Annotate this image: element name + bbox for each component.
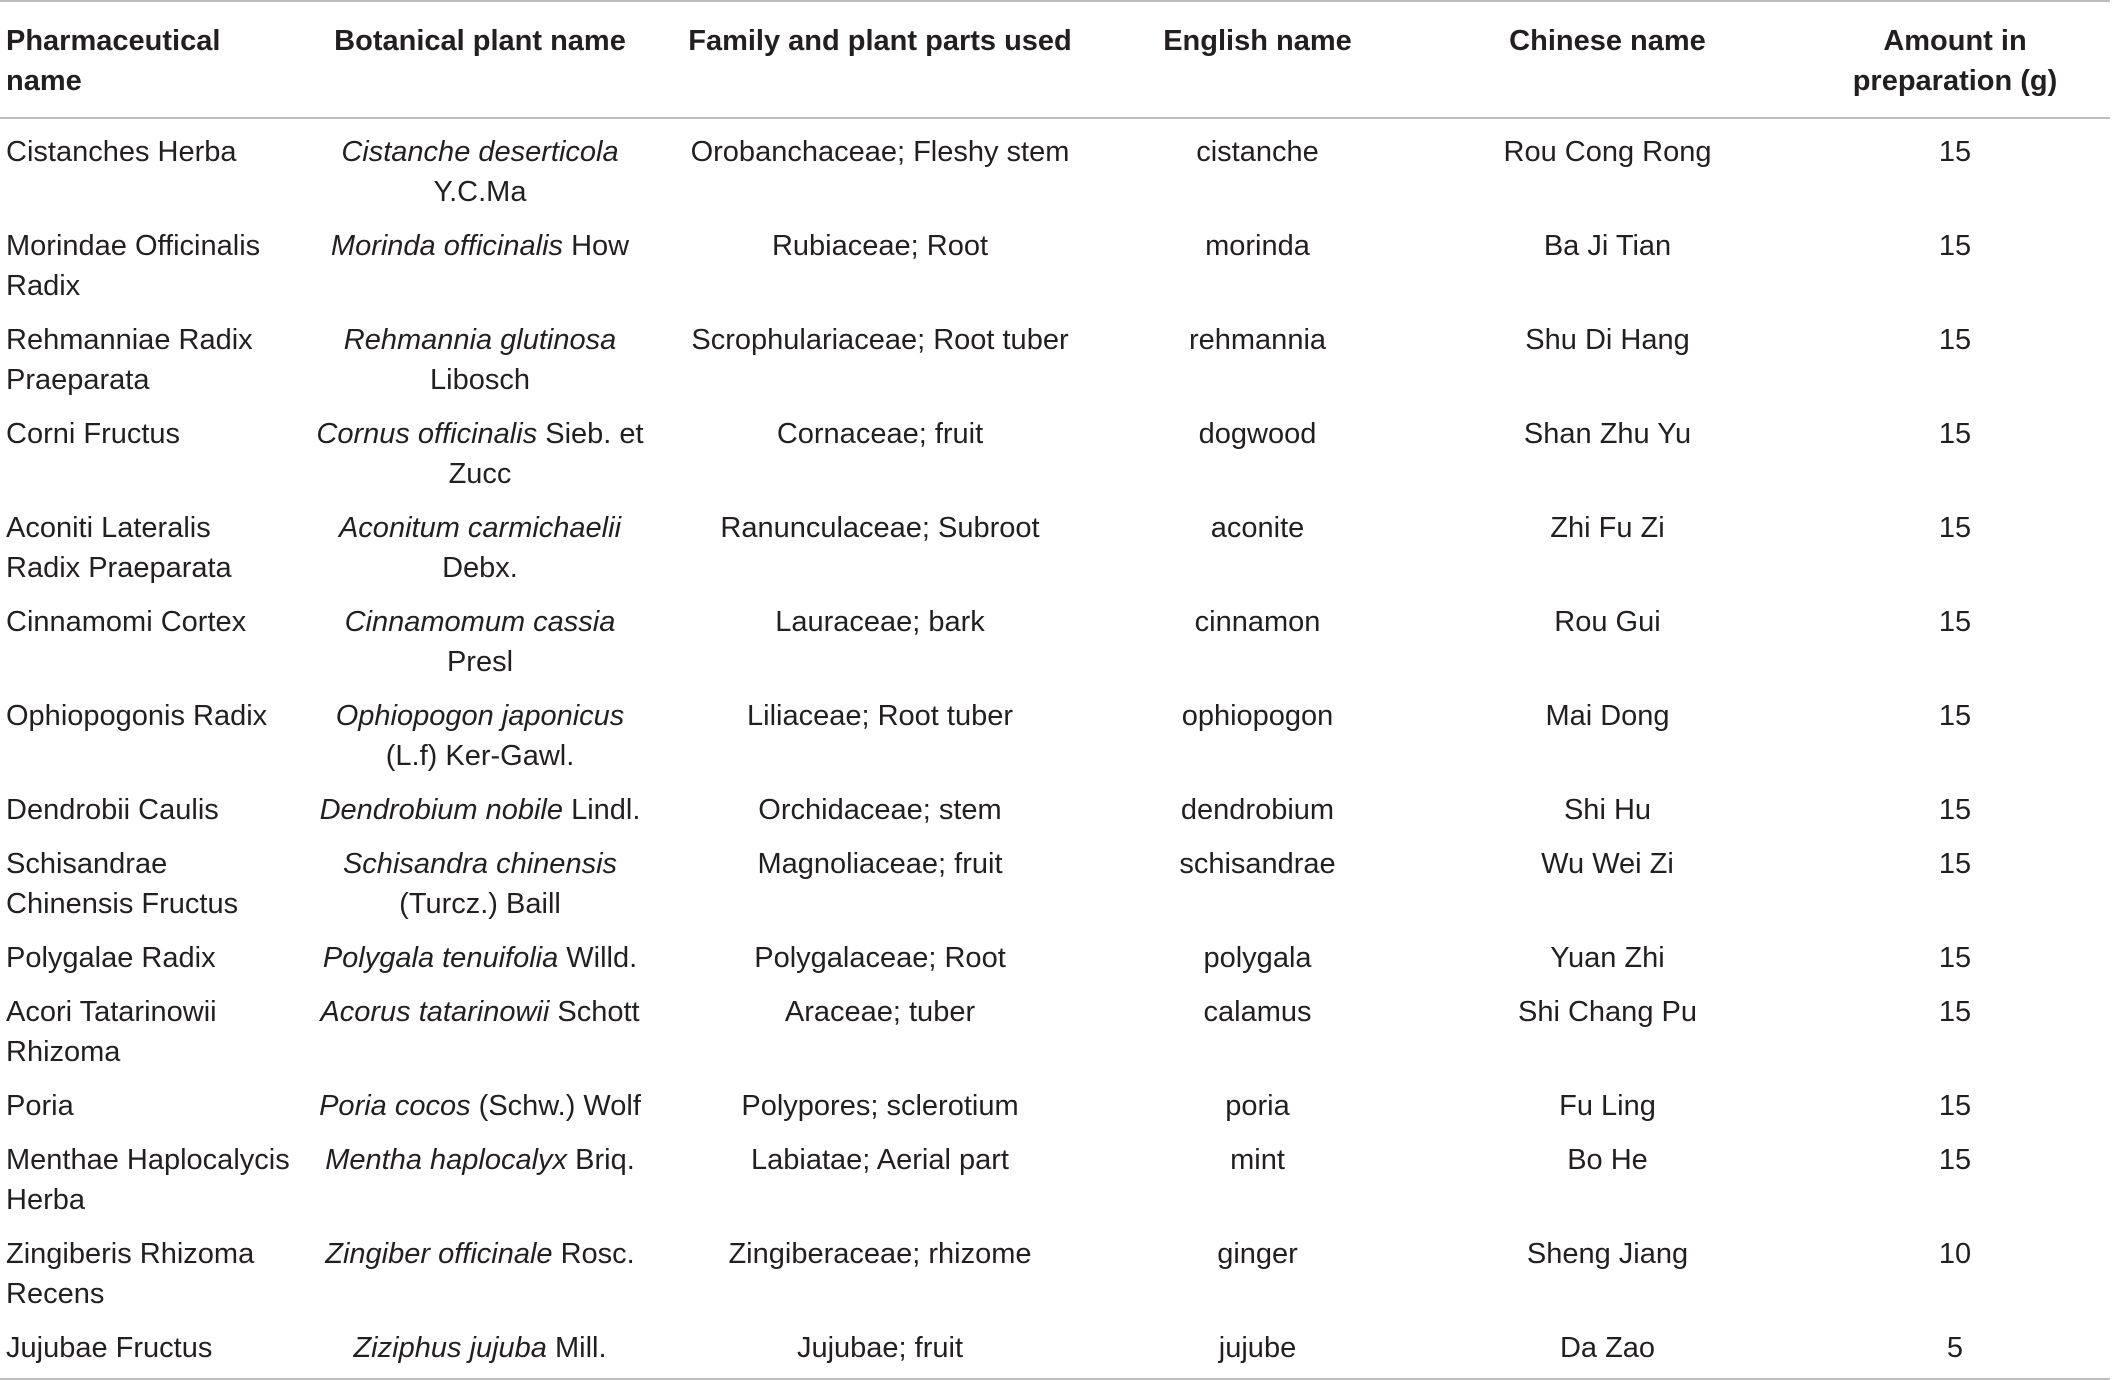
cell-english-name: mint [1230,1144,1285,1176]
cell-chinese-name: Bo He [1567,1144,1648,1176]
table-row [0,118,2110,219]
cell-pharmaceutical-name: Acori Tatarinowii Rhizoma [6,996,217,1068]
botanical-species: Ophiopogon japonicus [335,700,625,732]
cell-pharmaceutical-name: Poria [6,1090,74,1122]
table-row [0,1079,2110,1133]
cell-pharmaceutical-name: Schisandrae Chinensis Fructus [6,848,239,920]
botanical-authority: Libosch [430,364,530,396]
table-header [0,1,2110,118]
botanical-species: Aconitum carmichaelii [338,512,622,544]
cell-botanical-name [300,1133,660,1227]
cell-pharmaceutical-name: Polygalae Radix [6,942,216,974]
cell-chinese-name: Mai Dong [1545,700,1670,732]
botanical-species: Cinnamomum cassia [344,606,616,638]
header-chinese-name: Chinese name [1509,25,1706,57]
cell-family-parts: Rubiaceae; Root [771,230,989,262]
cell-english-name: ophiopogon [1181,700,1334,732]
cell-amount: 15 [1938,1144,1972,1176]
botanical-species: Acorus tatarinowii [320,996,550,1028]
cell-chinese-name: Fu Ling [1559,1090,1656,1122]
cell-family-parts: Polypores; sclerotium [741,1090,1019,1122]
cell-family-parts: Orobanchaceae; Fleshy stem [690,136,1070,168]
cell-chinese-name: Shu Di Hang [1525,324,1690,356]
botanical-authority: Presl [446,646,514,678]
cell-chinese-name: Da Zao [1559,1332,1656,1364]
botanical-authority: Willd. [558,942,638,974]
botanical-authority: (Turcz.) Baill [399,888,561,920]
cell-family-parts: Jujubae; fruit [796,1332,964,1364]
table-row [0,219,2110,313]
cell-chinese-name: Shan Zhu Yu [1523,418,1692,450]
cell-english-name: jujube [1218,1332,1297,1364]
cell-english-name: schisandrae [1179,848,1336,880]
cell-family-parts: Liliaceae; Root tuber [747,700,1013,732]
botanical-species: Ziziphus jujuba [353,1332,547,1364]
botanical-authority: Lindl. [563,794,641,826]
cell-amount: 15 [1938,606,1972,638]
cell-amount: 15 [1938,942,1972,974]
cell-botanical-name [300,1079,660,1133]
cell-chinese-name: Shi Chang Pu [1518,996,1697,1028]
cell-pharmaceutical-name: Ophiopogonis Radix [6,700,268,732]
botanical-authority: Rosc. [552,1238,635,1270]
header-pharmaceutical-name: Pharmaceutical name [6,25,221,97]
table-row [0,501,2110,595]
cell-pharmaceutical-name: Jujubae Fructus [6,1332,213,1364]
cell-chinese-name: Rou Gui [1554,606,1661,638]
cell-family-parts: Orchidaceae; stem [758,794,1002,826]
botanical-species: Cistanche deserticola [341,136,619,168]
cell-amount: 15 [1938,230,1972,262]
cell-botanical-name [300,595,660,689]
botanical-species: Poria cocos [319,1090,471,1122]
cell-chinese-name: Wu Wei Zi [1541,848,1674,880]
cell-english-name: calamus [1203,996,1312,1028]
cell-pharmaceutical-name: Corni Fructus [6,418,181,450]
botanical-authority: Debx. [442,552,518,584]
cell-family-parts: Magnoliaceae; fruit [757,848,1003,880]
cell-botanical-name [300,1321,660,1379]
botanical-authority: (Schw.) Wolf [470,1090,641,1122]
cell-amount: 15 [1938,136,1972,168]
cell-family-parts: Lauraceae; bark [775,606,985,638]
cell-family-parts: Scrophulariaceae; Root tuber [691,324,1069,356]
cell-chinese-name: Zhi Fu Zi [1550,512,1665,544]
cell-amount: 15 [1938,848,1972,880]
botanical-species: Mentha haplocalyx [325,1144,568,1176]
cell-chinese-name: Ba Ji Tian [1543,230,1672,262]
cell-botanical-name [300,219,660,313]
cell-pharmaceutical-name: Morindae Officinalis Radix [6,230,261,302]
cell-amount: 15 [1938,794,1972,826]
cell-english-name: ginger [1217,1238,1298,1270]
cell-english-name: cistanche [1196,136,1319,168]
cell-pharmaceutical-name: Cinnamomi Cortex [6,606,247,638]
cell-english-name: dendrobium [1180,794,1335,826]
botanical-authority: How [563,230,630,262]
cell-english-name: poria [1225,1090,1290,1122]
cell-english-name: cinnamon [1194,606,1321,638]
cell-english-name: aconite [1210,512,1305,544]
header-amount: Amount in preparation (g) [1852,25,2058,97]
cell-botanical-name [300,118,660,219]
cell-botanical-name [300,689,660,783]
botanical-species: Polygala tenuifolia [322,942,559,974]
header-english-name: English name [1163,25,1352,57]
botanical-species: Rehmannia glutinosa [343,324,617,356]
cell-family-parts: Ranunculaceae; Subroot [720,512,1040,544]
botanical-species: Morinda officinalis [330,230,564,262]
table-body [0,118,2110,1379]
cell-pharmaceutical-name: Menthae Haplocalycis Herba [6,1144,290,1216]
cell-english-name: polygala [1203,942,1312,974]
cell-chinese-name: Sheng Jiang [1526,1238,1689,1270]
botanical-species: Cornus officinalis [316,418,538,450]
cell-botanical-name [300,1227,660,1321]
cell-family-parts: Araceae; tuber [784,996,976,1028]
cell-amount: 10 [1938,1238,1972,1270]
botanical-authority: Briq. [567,1144,635,1176]
header-family-parts-used: Family and plant parts used [688,25,1072,57]
table-row [0,313,2110,407]
botanical-species: Schisandra chinensis [342,848,618,880]
cell-botanical-name [300,985,660,1079]
table-row [0,931,2110,985]
cell-english-name: dogwood [1198,418,1317,450]
cell-botanical-name [300,501,660,595]
table-row [0,407,2110,501]
header-row [0,1,2110,118]
cell-pharmaceutical-name: Zingiberis Rhizoma Recens [6,1238,255,1310]
cell-chinese-name: Rou Cong Rong [1503,136,1712,168]
table-row [0,1321,2110,1379]
cell-pharmaceutical-name: Dendrobii Caulis [6,794,219,826]
cell-botanical-name [300,837,660,931]
cell-english-name: morinda [1205,230,1310,262]
botanical-species: Zingiber officinale [325,1238,553,1270]
cell-family-parts: Cornaceae; fruit [776,418,984,450]
cell-amount: 15 [1938,324,1972,356]
cell-pharmaceutical-name: Cistanches Herba [6,136,237,168]
cell-pharmaceutical-name: Rehmanniae Radix Praeparata [6,324,253,396]
botanical-species: Dendrobium nobile [319,794,564,826]
table-row [0,783,2110,837]
table-row [0,689,2110,783]
cell-chinese-name: Shi Hu [1563,794,1652,826]
cell-family-parts: Zingiberaceae; rhizome [728,1238,1032,1270]
table-row [0,837,2110,931]
table-row [0,985,2110,1079]
cell-family-parts: Labiatae; Aerial part [751,1144,1009,1176]
cell-family-parts: Polygalaceae; Root [754,942,1006,974]
cell-pharmaceutical-name: Aconiti Lateralis Radix Praeparata [6,512,232,584]
cell-amount: 15 [1938,700,1972,732]
cell-botanical-name [300,313,660,407]
table-row [0,1133,2110,1227]
cell-amount: 15 [1938,1090,1972,1122]
cell-amount: 15 [1938,512,1972,544]
cell-chinese-name: Yuan Zhi [1550,942,1665,974]
header-botanical-plant-name: Botanical plant name [334,25,626,57]
botanical-authority: Mill. [546,1332,607,1364]
botanical-authority: Sieb. et Zucc [448,418,644,490]
cell-botanical-name [300,407,660,501]
botanical-authority: Y.C.Ma [433,176,527,208]
botanical-authority: Schott [549,996,640,1028]
cell-botanical-name [300,931,660,985]
cell-amount: 5 [1946,1332,1964,1364]
cell-amount: 15 [1938,996,1972,1028]
cell-amount: 15 [1938,418,1972,450]
botanical-authority: (L.f) Ker-Gawl. [385,740,575,772]
table-row [0,1227,2110,1321]
cell-botanical-name [300,783,660,837]
cell-english-name: rehmannia [1188,324,1327,356]
table-row [0,595,2110,689]
